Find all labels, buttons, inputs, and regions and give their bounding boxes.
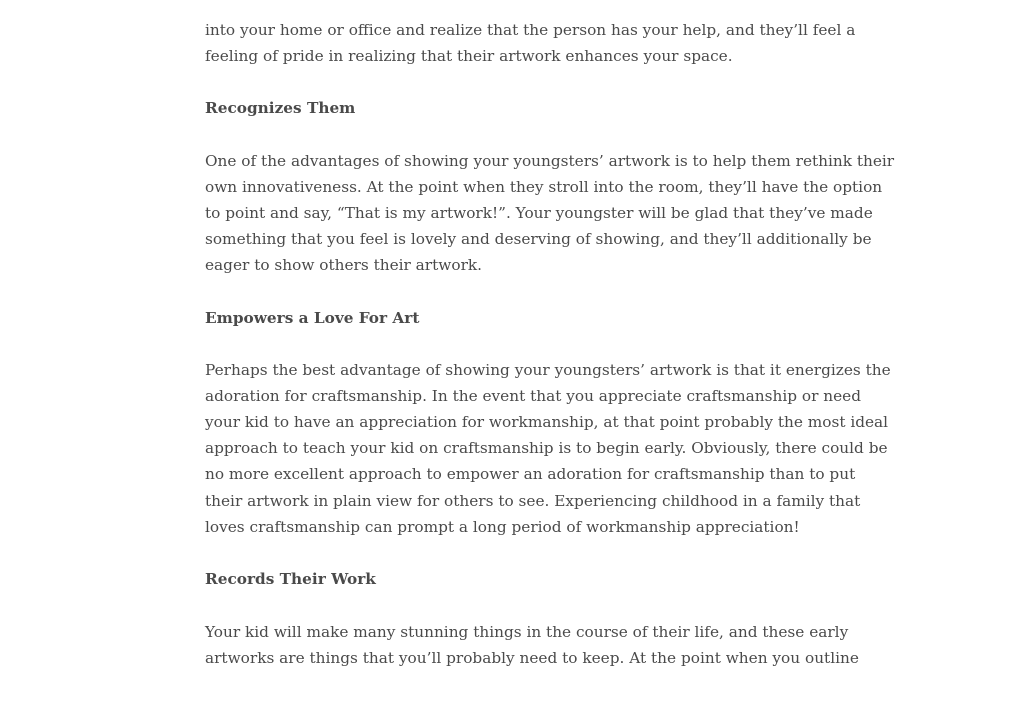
paragraph-line: approach to teach your kid on craftsmanship is to begin early. Obviously, there could be <box>205 439 888 457</box>
paragraph-line: Your kid will make many stunning things in the course of their life, and these early <box>205 623 849 641</box>
paragraph-line: adoration for craftsmanship. In the event that you appreciate craftsmanship or need <box>205 387 862 405</box>
paragraph-line: into your home or office and realize that the person has your help, and they’ll feel a <box>205 21 856 39</box>
paragraph-line: something that you feel is lovely and deserving of showing, and they’ll additionally be <box>205 230 872 248</box>
section-heading: Records Their Work <box>205 570 376 588</box>
paragraph-line: to point and say, “That is my artwork!”. Your youngster will be glad that they’ve made <box>205 204 873 222</box>
paragraph-line: your kid to have an appreciation for workmanship, at that point probably the most ideal <box>205 413 889 431</box>
paragraph-line: their artwork in plain view for others to see. Experiencing childhood in a family that <box>205 492 861 510</box>
paragraph-line: own innovativeness. At the point when they stroll into the room, they’ll have the option <box>205 178 883 196</box>
section-heading: Recognizes Them <box>205 99 356 117</box>
section-heading: Empowers a Love For Art <box>205 309 420 327</box>
paragraph-line: no more excellent approach to empower an adoration for craftsmanship than to put <box>205 465 856 483</box>
paragraph-line: eager to show others their artwork. <box>205 256 483 274</box>
paragraph-line: artworks are things that you’ll probably need to keep. At the point when you outline <box>205 649 859 667</box>
paragraph-line: Perhaps the best advantage of showing your youngsters’ artwork is that it energizes the <box>205 361 891 379</box>
paragraph-line: One of the advantages of showing your youngsters’ artwork is to help them rethink their <box>205 152 895 170</box>
paragraph-line: loves craftsmanship can prompt a long period of workmanship appreciation! <box>205 518 800 536</box>
paragraph-line: feeling of pride in realizing that their artwork enhances your space. <box>205 47 733 65</box>
